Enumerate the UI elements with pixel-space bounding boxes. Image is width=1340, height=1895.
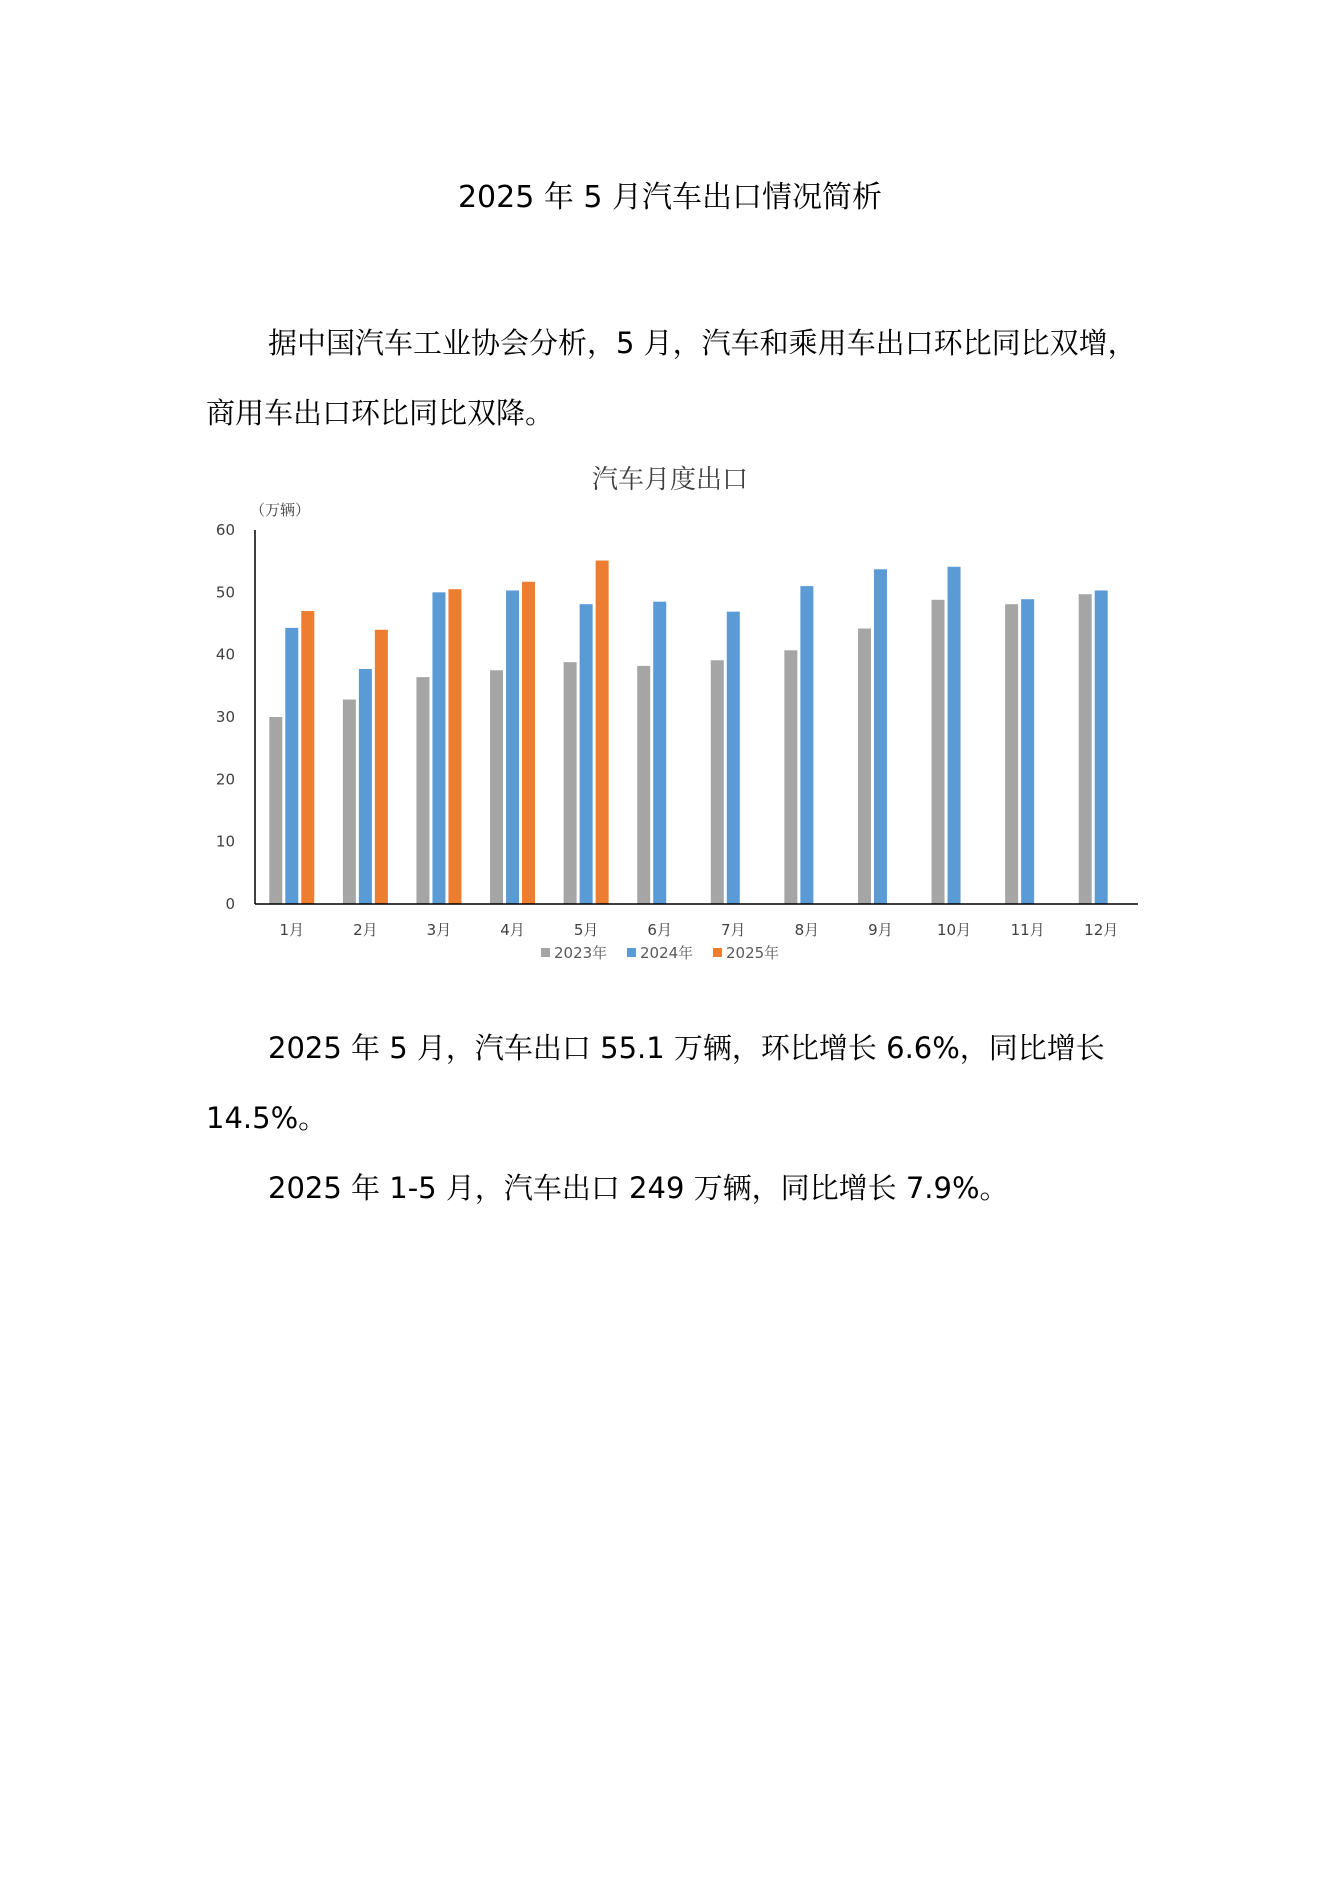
x-tick-label: 8月 [794, 921, 820, 939]
x-tick-label: 5月 [573, 921, 599, 939]
bar-2024年-7月 [727, 612, 740, 904]
bar-2023年-1月 [269, 717, 282, 904]
y-tick-label: 0 [225, 895, 235, 913]
bar-2023年-12月 [1079, 594, 1092, 904]
legend-swatch [713, 948, 722, 957]
bar-2025年-3月 [448, 589, 461, 904]
legend-label: 2025年 [726, 944, 780, 962]
bar-2024年-5月 [580, 604, 593, 904]
bar-2023年-3月 [416, 677, 429, 904]
y-tick-label: 10 [215, 832, 235, 851]
bar-2024年-3月 [432, 592, 445, 904]
paragraph-summary: 据中国汽车工业协会分析，5 月，汽车和乘用车出口环比同比双增，商用车出口环比同比双降。 [206, 326, 1137, 430]
chart-title: 汽车月度出口 [591, 465, 749, 495]
bar-2023年-6月 [637, 666, 650, 904]
y-tick-label: 40 [215, 645, 235, 664]
x-tick-label: 1月 [279, 921, 305, 939]
bar-2024年-9月 [874, 569, 887, 904]
y-tick-label: 20 [215, 770, 235, 789]
bar-2024年-6月 [653, 602, 666, 904]
x-tick-label: 9月 [868, 921, 893, 939]
x-tick-label: 12月 [1084, 921, 1119, 939]
legend-swatch [627, 948, 636, 957]
paragraph-jan-may-exports: 2025 年 1-5 月，汽车出口 249 万辆，同比增长 7.9%。 [268, 1171, 1009, 1205]
bar-2024年-4月 [506, 590, 519, 904]
legend-label: 2024年 [640, 944, 694, 962]
bar-2025年-4月 [522, 582, 535, 904]
bar-2024年-12月 [1095, 590, 1108, 904]
bar-2023年-4月 [490, 670, 503, 904]
legend-label: 2023年 [554, 944, 608, 962]
x-tick-label: 6月 [647, 921, 672, 939]
bar-2024年-11月 [1021, 599, 1034, 904]
x-tick-label: 7月 [721, 921, 746, 939]
y-axis-unit-label: （万辆） [250, 501, 311, 519]
bar-2025年-1月 [301, 611, 314, 904]
bar-2025年-2月 [375, 630, 388, 904]
document-title: 2025 年 5 月汽车出口情况简析 [457, 180, 883, 215]
bar-2023年-9月 [858, 628, 871, 904]
bar-2024年-1月 [285, 628, 298, 904]
chart-legend [541, 944, 779, 962]
y-tick-label: 60 [215, 521, 235, 539]
bar-2024年-2月 [359, 669, 372, 904]
bar-2023年-5月 [564, 662, 577, 904]
bar-2023年-2月 [343, 700, 356, 904]
bar-2025年-5月 [596, 561, 609, 904]
x-tick-label: 2月 [353, 921, 378, 939]
bar-2023年-11月 [1005, 604, 1018, 904]
legend-swatch [541, 948, 550, 957]
bar-2023年-7月 [711, 660, 724, 904]
x-tick-label: 11月 [1010, 921, 1045, 939]
x-tick-label: 3月 [426, 921, 452, 939]
y-tick-label: 30 [215, 708, 235, 726]
paragraph-may-exports: 2025 年 5 月，汽车出口 55.1 万辆，环比增长 6.6%，同比增长 14.5%。 [206, 1031, 1105, 1135]
x-tick-label: 10月 [936, 921, 972, 939]
bar-2023年-10月 [932, 600, 945, 904]
y-tick-label: 50 [215, 583, 235, 602]
x-tick-label: 4月 [500, 921, 525, 939]
bar-2023年-8月 [784, 650, 797, 904]
bar-2024年-10月 [948, 567, 961, 904]
bar-2024年-8月 [800, 586, 813, 904]
